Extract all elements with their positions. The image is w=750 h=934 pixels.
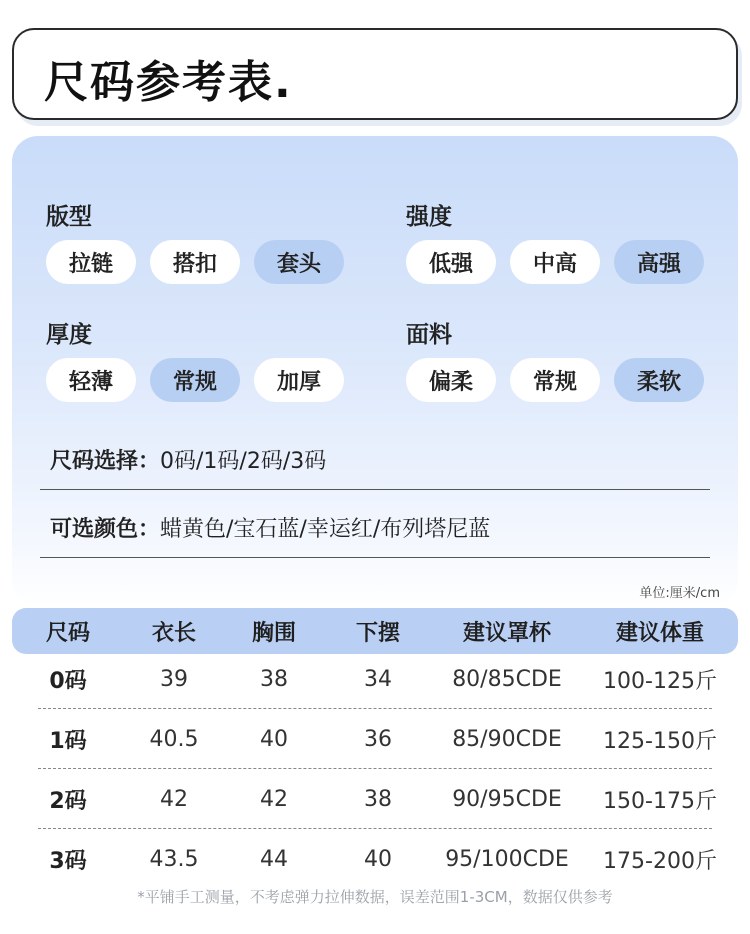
cell-size: 3码 bbox=[49, 848, 87, 874]
thickness-label: 厚度 bbox=[46, 322, 92, 348]
fabric-option-soft-ish: 偏柔 bbox=[406, 358, 496, 402]
strength-option-mid: 中高 bbox=[510, 240, 600, 284]
thickness-option-regular: 常规 bbox=[150, 358, 240, 402]
cell-weight: 100-125斤 bbox=[603, 668, 717, 694]
row-divider bbox=[38, 828, 712, 829]
fit-option-pullover: 套头 bbox=[254, 240, 344, 284]
strength-option-low: 低强 bbox=[406, 240, 496, 284]
cell-size: 1码 bbox=[49, 728, 87, 754]
fabric-option-regular: 常规 bbox=[510, 358, 600, 402]
sizes-label: 尺码选择： bbox=[50, 449, 161, 474]
colors-label: 可选颜色： bbox=[50, 517, 161, 542]
cell-cup: 85/90CDE bbox=[452, 726, 562, 752]
cell-hem: 34 bbox=[364, 666, 392, 692]
cell-cup: 90/95CDE bbox=[452, 786, 562, 812]
fit-label: 版型 bbox=[46, 204, 92, 230]
table-row bbox=[12, 650, 738, 708]
cell-weight: 175-200斤 bbox=[603, 848, 717, 874]
sizes-line bbox=[40, 444, 710, 475]
colors-value: 蜡黄色/宝石蓝/幸运红/布列塔尼蓝 bbox=[160, 517, 491, 542]
thickness-option-thin: 轻薄 bbox=[46, 358, 136, 402]
cell-length: 42 bbox=[160, 786, 188, 812]
colors-line bbox=[40, 512, 710, 543]
cell-bust: 38 bbox=[260, 666, 288, 692]
fabric-label: 面料 bbox=[406, 322, 452, 348]
cell-cup: 95/100CDE bbox=[445, 846, 569, 872]
divider bbox=[40, 489, 710, 490]
thickness-option-thick: 加厚 bbox=[254, 358, 344, 402]
header-cup: 建议罩杯 bbox=[462, 620, 551, 646]
title-box bbox=[12, 28, 738, 120]
cell-bust: 42 bbox=[260, 786, 288, 812]
cell-length: 40.5 bbox=[149, 726, 199, 752]
thickness-group bbox=[46, 316, 344, 402]
cell-length: 43.5 bbox=[149, 846, 199, 872]
strength-group bbox=[406, 198, 704, 284]
row-divider bbox=[38, 708, 712, 709]
cell-size: 2码 bbox=[49, 788, 87, 814]
unit-label: 单位:厘米/cm bbox=[639, 586, 720, 601]
table-row bbox=[12, 830, 738, 888]
divider bbox=[40, 557, 710, 558]
row-divider bbox=[38, 768, 712, 769]
cell-size: 0码 bbox=[49, 668, 87, 694]
table-row bbox=[12, 770, 738, 828]
fabric-group bbox=[406, 316, 704, 402]
cell-bust: 40 bbox=[260, 726, 288, 752]
header-size: 尺码 bbox=[45, 620, 90, 646]
cell-weight: 150-175斤 bbox=[603, 788, 717, 814]
fit-option-clasp: 搭扣 bbox=[150, 240, 240, 284]
fit-option-zipper: 拉链 bbox=[46, 240, 136, 284]
fabric-option-soft: 柔软 bbox=[614, 358, 704, 402]
cell-hem: 36 bbox=[364, 726, 392, 752]
header-hem: 下摆 bbox=[355, 620, 400, 646]
cell-length: 39 bbox=[160, 666, 188, 692]
header-length: 衣长 bbox=[151, 620, 196, 646]
cell-hem: 40 bbox=[364, 846, 392, 872]
table-row bbox=[12, 710, 738, 768]
strength-option-high: 高强 bbox=[614, 240, 704, 284]
cell-weight: 125-150斤 bbox=[603, 728, 717, 754]
table-header bbox=[12, 608, 738, 654]
fit-group bbox=[46, 198, 344, 284]
cell-hem: 38 bbox=[364, 786, 392, 812]
header-bust: 胸围 bbox=[251, 620, 296, 646]
cell-bust: 44 bbox=[260, 846, 288, 872]
strength-label: 强度 bbox=[406, 204, 452, 230]
footnote: *平铺手工测量，不考虑弹力拉伸数据，误差范围1-3CM，数据仅供参考 bbox=[137, 888, 613, 906]
sizes-value: 0码/1码/2码/3码 bbox=[160, 449, 327, 474]
page-title: 尺码参考表. bbox=[44, 57, 293, 108]
header-weight: 建议体重 bbox=[615, 620, 704, 646]
cell-cup: 80/85CDE bbox=[452, 666, 562, 692]
